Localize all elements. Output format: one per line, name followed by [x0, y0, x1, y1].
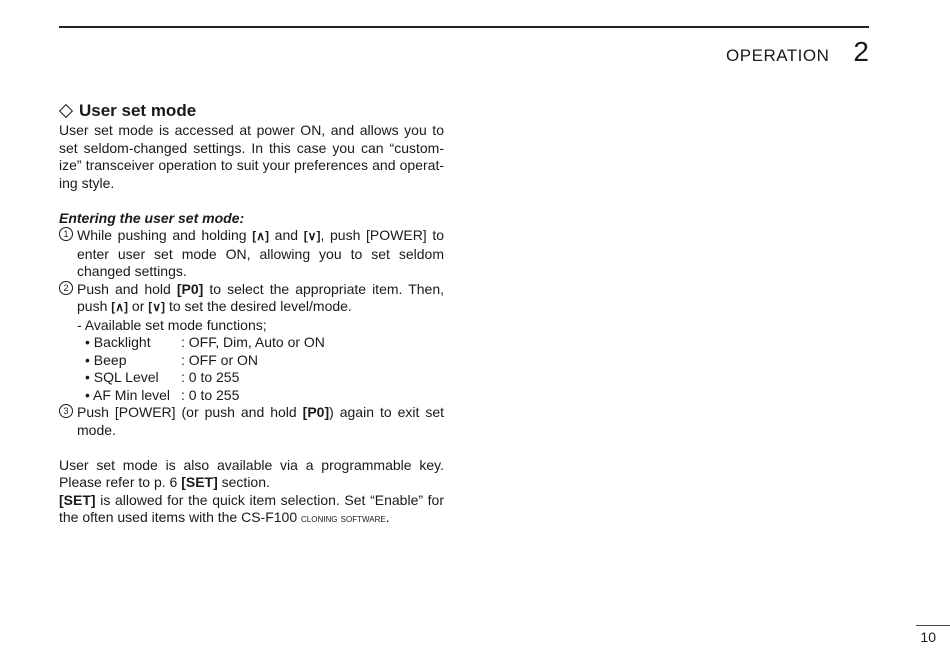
- function-name: • AF Min level: [85, 386, 171, 403]
- step-3: [59, 404, 444, 439]
- cloning-software-label: cloning software: [301, 513, 386, 525]
- set-key-paragraph: [59, 492, 444, 529]
- programmable-key-paragraph: [59, 457, 444, 492]
- down-key-icon: [∨]: [148, 300, 166, 314]
- step-2-text: Push and hold: [77, 280, 171, 297]
- function-value: : 0 to 255: [181, 386, 240, 403]
- step-1-text: While pushing and holding: [77, 227, 247, 243]
- functions-intro: - Available set mode functions;: [77, 316, 267, 333]
- intro-paragraph: User set mode is accessed at power ON, and allows you to set seldom-changed settings. In this case you can “custom- ize” transceiver operation to suit your preferences and operat- ing style.: [59, 122, 444, 191]
- section-title: [59, 100, 444, 122]
- step-3-text: Push [POWER] (or push and hold: [77, 404, 297, 420]
- step-1-text-end: , push [POWER] to enter user set mode ON, allowing you to set seldom changed settings.: [77, 227, 445, 279]
- set-key: [SET]: [59, 491, 96, 508]
- step-1: [59, 227, 444, 281]
- function-name: • Beep: [85, 351, 127, 368]
- para-2-text: User set mode is also available via a programmable key. Please refer to p. 6: [59, 456, 444, 490]
- step-1-and: and: [274, 227, 299, 243]
- function-value: : OFF or ON: [181, 351, 258, 368]
- function-row-beep: [59, 352, 444, 370]
- main-content: [59, 100, 444, 529]
- step-2-text-mid: to select the appropriate item. Then, push: [77, 280, 445, 314]
- step-2-number: 2: [59, 281, 73, 295]
- function-name: • Backlight: [85, 334, 151, 350]
- up-key-icon: [∧]: [252, 229, 269, 243]
- para-3-text: is allowed for the quick item selection. Set “Enable” for the often used items with the CS-F100: [59, 491, 445, 525]
- step-1-number: 1: [59, 227, 73, 241]
- function-row-backlight: [59, 334, 444, 352]
- header-rule: [59, 26, 869, 28]
- set-key: [SET]: [181, 474, 218, 490]
- function-row-sql-level: [59, 369, 444, 387]
- section-label: OPERATION: [726, 46, 830, 65]
- page-number: 10: [920, 629, 936, 645]
- p0-key: [P0]: [302, 404, 330, 420]
- para-2-text-end: section.: [221, 474, 270, 490]
- step-2-or: or: [131, 298, 145, 314]
- subheading: Entering the user set mode:: [59, 209, 245, 226]
- p0-key: [P0]: [176, 280, 204, 297]
- function-value: : 0 to 255: [181, 369, 240, 385]
- step-2: [59, 281, 444, 317]
- para-3-end: .: [385, 509, 390, 525]
- down-key-icon: [∨]: [303, 229, 321, 243]
- function-name: • SQL Level: [85, 369, 159, 385]
- up-key-icon: [∧]: [111, 300, 129, 314]
- step-2-text-end: to set the desired level/mode.: [168, 298, 352, 314]
- page-header: [726, 36, 869, 68]
- function-value: : OFF, Dim, Auto or ON: [181, 334, 325, 350]
- chapter-number: 2: [853, 36, 869, 67]
- section-title-text: User set mode: [79, 101, 197, 120]
- function-row-af-min-level: [59, 387, 444, 405]
- step-3-number: 3: [59, 404, 73, 418]
- step-3-text-end: ) again to exit set mode.: [77, 404, 445, 438]
- diamond-icon: [59, 104, 73, 118]
- footer-rule: [916, 625, 950, 626]
